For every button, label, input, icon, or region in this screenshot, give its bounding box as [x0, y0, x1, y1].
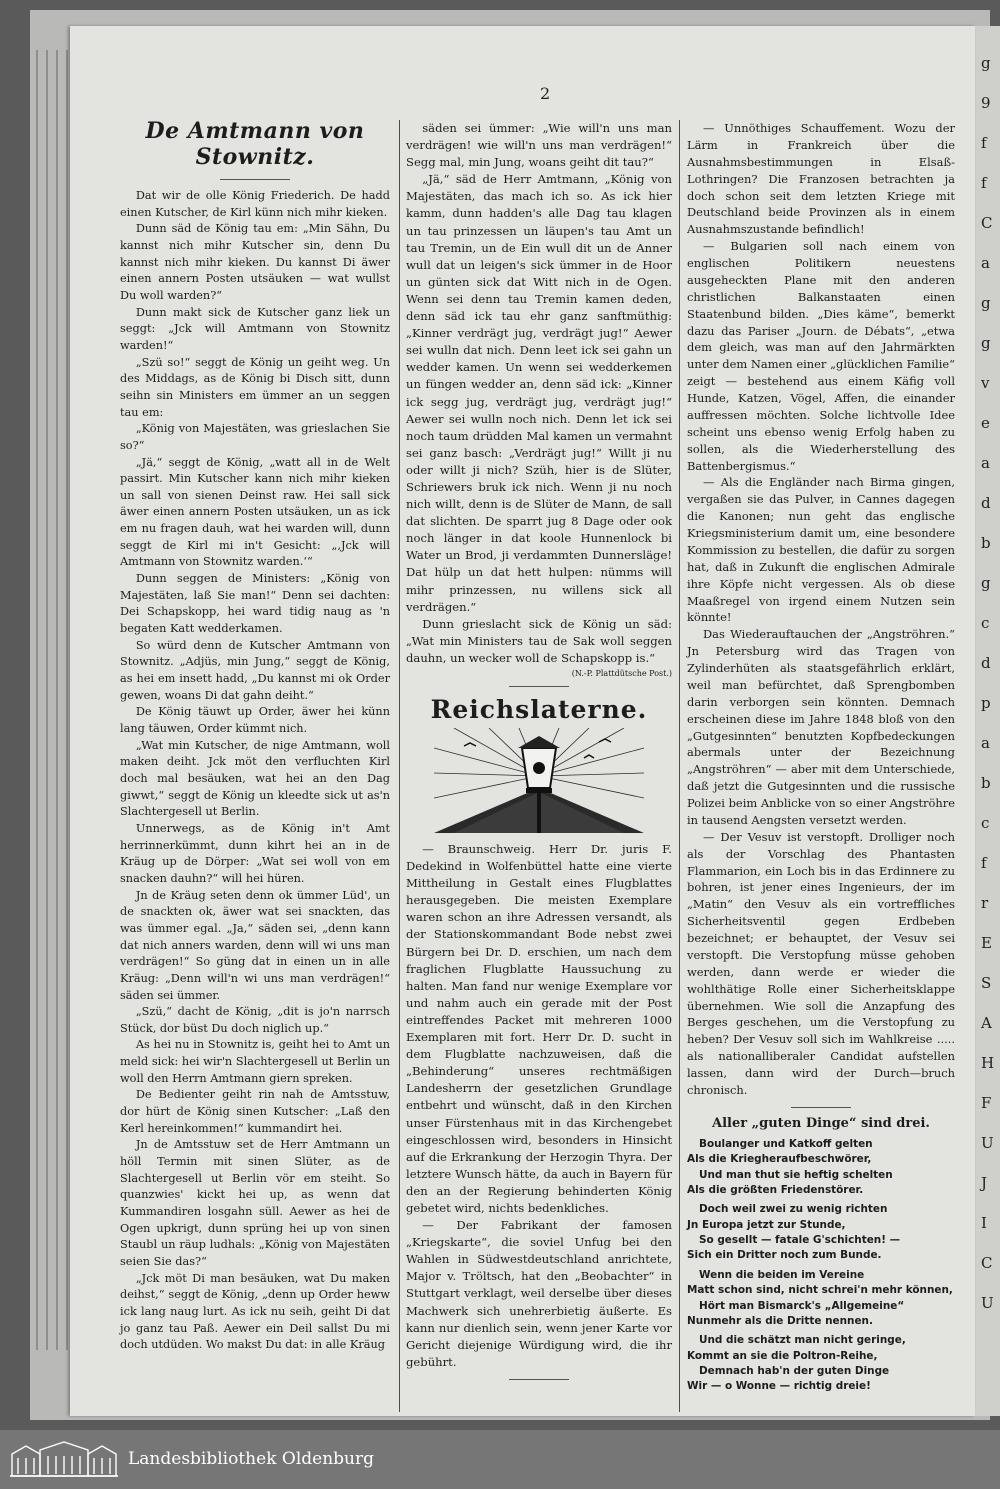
edge-letter: A: [981, 1014, 992, 1032]
paragraph: „Szü so!“ seggt de König un geiht weg. Un des Middags, as de König bi Disch sitt, dunn seihn sin Ministers em ümmer an un seggen tau em:: [120, 355, 390, 419]
poem-line: Hört man Bismarck's „Allgemeine“: [699, 1299, 905, 1312]
news-items: [687, 120, 955, 1099]
paragraph: — Braunschweig. Herr Dr. juris F. Dedekind in Wolfenbüttel hatte eine vierte Mittheilung in Gestalt eines Flugblattes herausgegeben. Die meisten Exemplare waren schon an ihre Adressen versandt, als der Stationskommandant Bode nebst zwei Bürgern bei Dr. D. erschien, um nach dem fraglichen Flugblatte Haussuchung zu halten. Man fand nur wenige Exemplare vor und nahm auch ein gerade mit der Post eintreffendes Packet mit mehreren 1000 Exemplaren mit fort. Herr Dr. D. sucht in dem Flugblatte nachzuweisen, daß die „Behinderung“ unseres rechtmäßigen Landesherrn der gesetzlichen Grundlage entbehrt und wünscht, daß in den Kirchen unser Fürstenhaus mit in das Kirchengebet eingeschlossen wird, besonders in Hinsicht auf die Erkrankung der Herzogin Thyra. Der letztere Wunsch hätte, da auch in Bayern für den an der Regierung behinderten König gebetet wird, nichts bedenkliches.: [406, 842, 672, 1215]
paragraph: Dunn säd de König tau em: „Min Sähn, Du kannst nich mihr Kutscher sin, denn Du kannst nich mihr kieken. Du kannst Di äwer einen annern Posten utsäuken — wat wullst Du woll warden?“: [120, 222, 390, 302]
edge-letter: F: [981, 1094, 992, 1112]
stack-edge-line: [36, 50, 38, 1350]
library-building-logo: [8, 1440, 120, 1478]
newspaper-page: [70, 26, 975, 1416]
poem-stanza: [687, 1137, 955, 1199]
article-body: [120, 188, 390, 1354]
street-lantern-engraving: [434, 728, 644, 833]
edge-letter: U: [981, 1294, 994, 1312]
stack-edge-line: [56, 50, 58, 1350]
edge-letter: v: [981, 374, 990, 392]
library-name: Landesbibliothek Oldenburg: [128, 1449, 375, 1469]
article-body-continued: [406, 120, 672, 667]
edge-letter: e: [981, 414, 990, 432]
edge-letter: C: [981, 1254, 993, 1272]
edge-letter: f: [981, 134, 987, 152]
paragraph: Jn de Amtsstuw set de Herr Amtmann un höll Termin mit sinen Slüter, as de Slachtergesell ut Berlin vör em steiht. So quanzwies' kickt hei up, as wenn dat Kummandiren losgahn süll. Aewer as hei de Ogen upkrigt, dunn sprüng hei up von sinen Staubl un räup ludhals: „König von Majestäten seien Sie das?“: [120, 1138, 390, 1268]
poem-line: Sich ein Dritter noch zum Bunde.: [687, 1249, 882, 1262]
news-items: [406, 841, 672, 1371]
paragraph: „Wat min Kutscher, de nige Amtmann, woll maken deiht. Jck möt den verfluchten Kirl doch mal besäuken, wat hei an den Dag giwwt,“ seggt de König un kleedte sick ut as'n Slachtergesell ut Berlin.: [120, 738, 390, 819]
paragraph: Dunn grieslacht sick de König un säd: „Wat min Ministers tau de Sak woll seggen dauhn, un wecker woll de Schapskopp is.“: [406, 616, 672, 665]
poem-line: Wenn die beiden im Vereine: [699, 1268, 865, 1281]
edge-letter: J: [981, 1174, 988, 1192]
poem-line: Kommt an sie die Poltron-Reihe,: [687, 1349, 878, 1362]
poem-line: Jn Europa jetzt zur Stunde,: [687, 1218, 846, 1231]
edge-letter: E: [981, 934, 992, 952]
section-divider: [509, 686, 569, 687]
paragraph: Dunn makt sick de Kutscher ganz liek un seggt: „Jck will Amtmann von Stownitz warden!“: [120, 305, 390, 352]
edge-letter: H: [981, 1054, 995, 1072]
stack-edge-line: [66, 50, 68, 1350]
title-ornament: [220, 174, 290, 180]
paragraph: „Jä,“ seggt de König, „watt all in de Welt passirt. Min Kutscher kann nich mihr kieken un sall von sienen Deinst raw. Hei sall sick äwer einen annern Posten utsäuken, un as ick em nu fragen dauh, wat hei warden will, dunn seggt de Kirl mi in't Gesicht: „‚Jck will Amtmann von Stownitz warden.‘“: [120, 455, 390, 569]
poem-line: Und man thut sie heftig schelten: [699, 1168, 893, 1181]
paragraph: „Jä,“ säd de Herr Amtmann, „König von Majestäten, das mach ich so. As ick hier kamm, dunn hadden's alle Dag tau klagen un tau prinzessen un läupen's tau Amt un tau Tremin, un de Ein wull dit un de Anner wull dat un leigen's sick ümmer in de Hoor un günten sick dat Witt nich in de Ogen. Wenn sei denn tau Tremin kamen deden, denn säd ick tau ehr ganz sanftmüthig: „Kinner verdrägt jug, verdrägt jug!“ Aewer sei wulln dat nich. Denn leet ick sei gahn un wedder kamen. Un wenn sei wedderkemen un füngen wedder an, denn säd ick: „Kinner ick segg jug, verdrägt jug, verdrägt jug!“ Aewer sei wulln noch nich. Denn let ick sei noch taum drüdden Mal kamen un vermahnt sei ganz basch: „Verdrägt jug!“ Willt ji nu oder willt ji nich? Szüh, hier is de Slüter, Schriewers bruk ick nich. Wenn ji nu noch nich willt, denn is de Slüter de Mann, de sall dat slichten. De sparrt jug 8 Dage oder ook noch länger in dat koole Hunnenlock bi Water un Brod, ji verdammten Dunnersläge! Dat hülp un dat hett hulpen: nümms will mihr prinzessen, nu willens sick all verdrägen.“: [406, 172, 672, 614]
paragraph: — Der Vesuv ist verstopft. Drolliger noch als der Vorschlag des Phantasten Flammarion, ein Loch bis in das Erdinnere zu bohren, ist jener eines Ingenieurs, der im „Matin“ den Vesuv als ein vortreffliches Sicherheitsventil gegen Erdbeben bezeichnet; er behauptet, der Vesuv sei verstopft. Die Verstopfung müsse gehoben werden, dann werde er wieder die wohlthätige Rolle einer Sicherheitsklappe übernehmen. Wie soll die Anzapfung des Berges geschehen, um die Verstopfung zu heben? Der Vesuv soll sich im Wahlkreise ..... als nationalliberaler Candidat aufstellen lassen, dann wird der Durch—bruch chronisch.: [687, 829, 955, 1097]
edge-letter: I: [981, 1214, 987, 1232]
paragraph: So würd denn de Kutscher Amtmann von Stownitz. „Adjüs, min Jung,“ seggt de König, as hei em insett hadd, „Du kannst mi ok Order gewen, woans Di dat gahn deiht.“: [120, 638, 390, 702]
paragraph: „Szü,“ dacht de König, „dit is jo'n narrsch Stück, dor büst Du doch niglich up.“: [120, 1005, 390, 1035]
poem-line: Nunmehr als die Dritte nennen.: [687, 1314, 873, 1327]
edge-letter: 9: [981, 94, 991, 112]
section-divider: [509, 1379, 569, 1380]
poem-line: Als die Kriegheraufbeschwörer,: [687, 1153, 872, 1166]
poem: [687, 1137, 955, 1395]
edge-letter: S: [981, 974, 992, 992]
poem-line: Boulanger und Katkoff gelten: [699, 1137, 873, 1150]
poem-title: Aller „guten Dinge“ sind drei.: [712, 1115, 930, 1131]
section-divider: [791, 1107, 851, 1108]
paragraph: Das Wiederauftauchen der „Angströhren.“ Jn Petersburg wird das Tragen von Zylinderhüten als staatsgefährlich erklärt, weil man befürchtet, daß Sprengbomben darin verborgen sein könnten. Demnach erscheinen diese im Jahre 1848 bloß von den „Gutgesinnten“ benutzten Kopfbedeckungen abermals unter der Bezeichnung „Angströhren“ — aber mit dem Unterschiede, daß jetzt die Gutgesinnten und die russische Polizei beim Anblicke von so einer Angströhre in tausend Aengsten versetzt werden.: [687, 627, 955, 827]
edge-letter: f: [981, 854, 987, 872]
edge-letter: a: [981, 734, 990, 752]
paragraph: — Als die Engländer nach Birma gingen, vergaßen sie das Pulver, in Cannes dagegen die Kanonen; nun geht das englische Kriegsministerium damit um, eine besondere Kommission zu bestellen, die dafür zu sorgen hat, daß in Zukunft die englischen Admirale ihre Köpfe nicht vergessen. Als ob diese Maaßregel von irgend einem Nutzen sein könnte!: [687, 475, 955, 625]
paragraph: De König täuwt up Order, äwer hei künn lang täuwen, Order kümmt nich.: [120, 705, 390, 735]
adjacent-page-edge: [975, 26, 1000, 1416]
edge-letter: g: [981, 54, 991, 72]
paragraph: Jn de Kräug seten denn ok ümmer Lüd', un de snackten ok, äwer wat sei snackten, das was ümmer egal. „Ja,“ säden sei, „denn kann dat nich anners warden, denn will wi uns man verdrägen!“ So güng dat in einen un in alle Kräug: „Denn will'n wi uns man verdrägen!“ säden sei ümmer.: [120, 888, 390, 1002]
poem-line: Wir — o Wonne — richtig dreie!: [687, 1380, 871, 1393]
edge-letter: g: [981, 294, 991, 312]
poem-line: Als die größten Friedenstörer.: [687, 1183, 864, 1196]
edge-letter: b: [981, 534, 991, 552]
edge-letter: c: [981, 614, 990, 632]
edge-letter: d: [981, 654, 991, 672]
column-3: [687, 120, 955, 1399]
column-rule: [399, 120, 400, 1412]
edge-letter: C: [981, 214, 993, 232]
paragraph: Dunn seggen de Ministers: „König von Majestäten, laß Sie man!“ Denn sei dachten: Dei Schapskopp, hei ward tidig naug as 'n begaten Katt wedderkamen.: [120, 572, 390, 636]
page-number: 2: [540, 84, 551, 103]
column-1: [120, 118, 390, 1354]
edge-letter: d: [981, 494, 991, 512]
section-title: Reichslaterne.: [430, 695, 648, 724]
paragraph: — Bulgarien soll nach einem von englischen Politikern neuestens ausgeheckten Plane mit den anderen christlichen Balkanstaaten einen Staatenbund bilden. „Dies käme“, bemerkt dazu das Pariser „Journ. de Débats“, „etwa dem gleich, was man auf den Jahrmärkten unter dem Namen einer „glücklichen Familie“ zeigt — bestehend aus einem Käfig voll Hunde, Katzen, Vögel, Affen, die einander auffressen möchten. Solche lichtvolle Idee scheint uns ebenso wenig Erfolg haben zu sollen, als die Wiederherstellung des Battenbergismus.“: [687, 239, 955, 473]
edge-letter: f: [981, 174, 987, 192]
paragraph: As hei nu in Stownitz is, geiht hei to Amt un meld sick: hei wir'n Slachtergesell ut Berlin un woll den Herrn Amtmann giern spreken.: [120, 1038, 390, 1085]
edge-letter: g: [981, 334, 991, 352]
edge-letter: U: [981, 1134, 994, 1152]
paragraph: säden sei ümmer: „Wie will'n uns man verdrägen! wie will'n uns man verdrägen!“ Segg mal, min Jung, woans geiht dit tau?“: [406, 121, 672, 170]
poem-line: So gesellt — fatale G'schichten! —: [699, 1234, 901, 1246]
edge-letter: b: [981, 774, 991, 792]
edge-letter: a: [981, 454, 990, 472]
poem-stanza: [687, 1333, 955, 1395]
poem-line: Doch weil zwei zu wenig richten: [699, 1203, 888, 1216]
article-title: De Amtmann von Stownitz.: [145, 118, 365, 170]
column-rule: [679, 120, 680, 1412]
edge-letter: a: [981, 254, 990, 272]
edge-letter: p: [981, 694, 991, 712]
paragraph: Unnerwegs, as de König in't Amt herrinnerkümmt, dunn kihrt hei an in de Kräug up de Dörper: „Wat sei woll von em snacken dauhn?“ will hei hüren.: [120, 821, 390, 885]
paragraph: — Der Fabrikant der famosen „Kriegskarte“, die soviel Unfug bei den Wahlen in Südwestdeutschland anrichtete, Major v. Tröltsch, hat den „Beobachter“ in Stuttgart verklagt, weil derselbe über dieses Machwerk sich unehrerbietig äußerte. Es kann nur dienlich sein, wenn jener Karte vor Gericht diejenige Würdigung wird, die ihr gebührt.: [406, 1218, 672, 1369]
poem-stanza: [687, 1202, 955, 1264]
column-2: [406, 120, 672, 1388]
edge-letter: g: [981, 574, 991, 592]
poem-line: Und die schätzt man nicht geringe,: [699, 1334, 906, 1347]
paragraph: De Bedienter geiht rin nah de Amtsstuw, dor hürt de König sinen Kutscher: „Laß den Kerl hereinkommen!“ kummandirt hei.: [120, 1088, 390, 1135]
paragraph: Dat wir de olle König Friederich. De hadd einen Kutscher, de Kirl künn nich mihr kieken.: [120, 189, 390, 219]
article-source: (N.-P. Plattdütsche Post.): [571, 669, 672, 678]
edge-letter: r: [981, 894, 989, 912]
poem-line: Demnach hab'n der guten Dinge: [699, 1365, 890, 1377]
poem-stanza: [687, 1268, 955, 1330]
paragraph: „König von Majestäten, was grieslachen Sie so?“: [120, 422, 390, 452]
footer-bar: [0, 1430, 1000, 1489]
stack-edge-line: [46, 50, 48, 1350]
edge-letter: c: [981, 814, 990, 832]
paragraph: — Unnöthiges Schauffement. Wozu der Lärm in Frankreich über die Ausnahmsbestimmungen in Elsaß-Lothringen? Die Franzosen betrachten ja doch schon seit dem letzten Kriege mit Deutschland beide Provinzen als in einem Ausnahmszustande befindlich!: [687, 121, 955, 237]
paragraph: „Jck möt Di man besäuken, wat Du maken deihst,“ seggt de König, „denn up Order heww ick lang naug lurt. As ick nu seih, geiht Di dat jo ganz tau Paß. Aewer ein Deil sallst Du mi doch utdüden. Wo makst Du dat: in alle Kräug: [120, 1271, 390, 1352]
poem-line: Matt schon sind, nicht schrei'n mehr können,: [687, 1284, 953, 1297]
